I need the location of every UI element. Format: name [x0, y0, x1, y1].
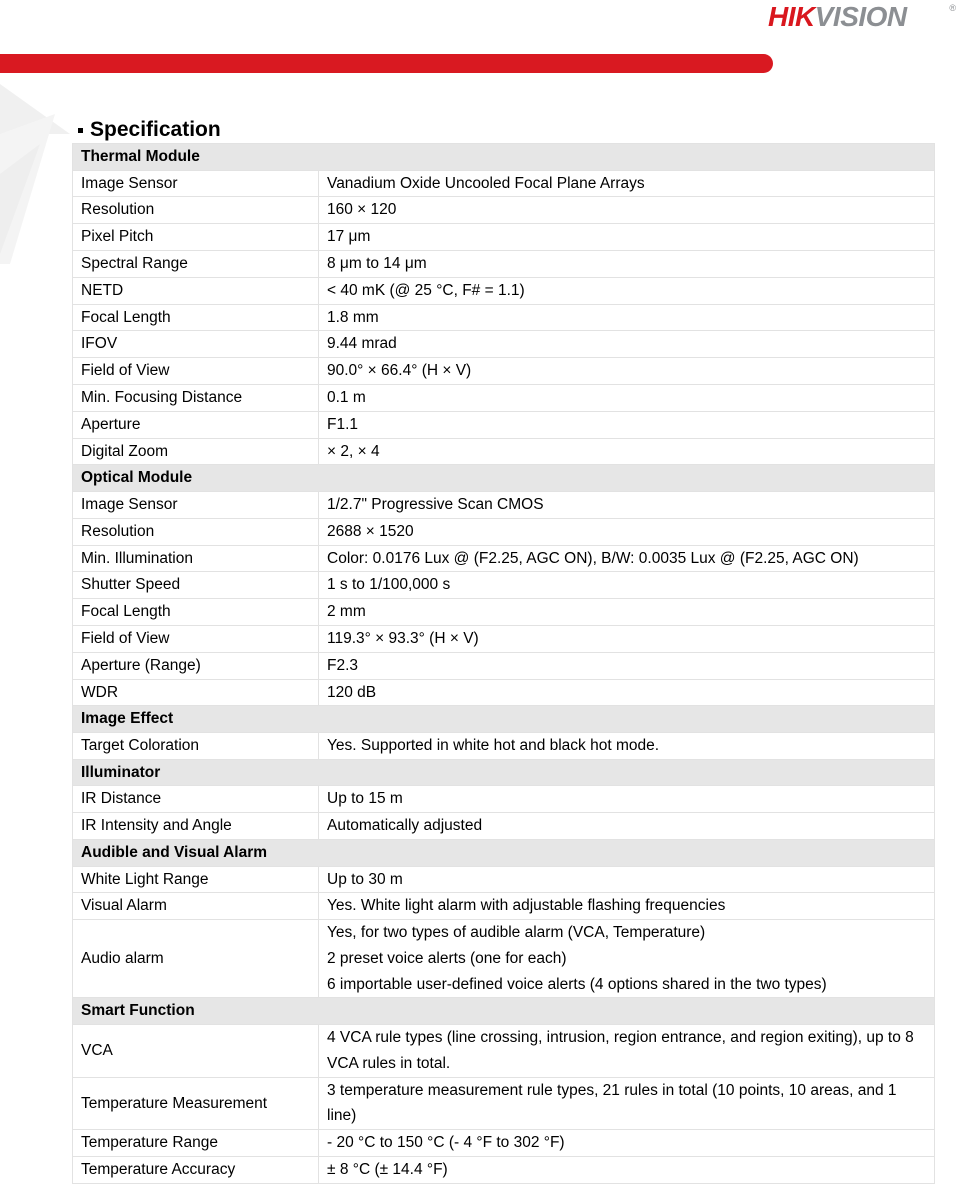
spec-value-line: line) — [327, 1107, 357, 1125]
spec-value-line: 1 s to 1/100,000 s — [327, 576, 451, 594]
spec-value — [319, 250, 935, 277]
spec-value-line: 90.0° × 66.4° (H × V) — [327, 362, 472, 380]
spec-row — [73, 170, 935, 197]
spec-row — [73, 1077, 935, 1130]
spec-value — [319, 599, 935, 626]
spec-value-line: 3 temperature measurement rule types, 21 rules in total (10 points, 10 areas, and 1 — [327, 1081, 897, 1099]
spec-label: Resolution — [73, 197, 319, 224]
spec-label: Digital Zoom — [73, 438, 319, 465]
spec-value-line: 2688 × 1520 — [327, 522, 414, 540]
spec-row — [73, 331, 935, 358]
spec-label: Min. Focusing Distance — [73, 384, 319, 411]
spec-row — [73, 786, 935, 813]
spec-value-line: 2 mm — [327, 603, 366, 621]
spec-value-line: 1.8 mm — [327, 308, 379, 326]
spec-row — [73, 652, 935, 679]
spec-row — [73, 1130, 935, 1157]
spec-label: Shutter Speed — [73, 572, 319, 599]
spec-row — [73, 491, 935, 518]
spec-value-line: 119.3° × 93.3° (H × V) — [327, 629, 479, 647]
section-header-row — [73, 465, 935, 492]
spec-label: Temperature Range — [73, 1130, 319, 1157]
spec-label: Spectral Range — [73, 250, 319, 277]
spec-label: WDR — [73, 679, 319, 706]
spec-row — [73, 732, 935, 759]
spec-value-line: VCA rules in total. — [327, 1054, 451, 1072]
spec-value — [319, 1130, 935, 1157]
spec-value-line: × 2, × 4 — [327, 442, 380, 460]
spec-value — [319, 893, 935, 920]
section-title: Thermal Module — [73, 144, 935, 171]
spec-value — [319, 813, 935, 840]
spec-value-line: 2 preset voice alerts (one for each) — [327, 949, 567, 967]
spec-row — [73, 866, 935, 893]
spec-value-line: Yes. Supported in white hot and black hot mode. — [327, 736, 660, 754]
section-title: Smart Function — [73, 998, 935, 1025]
hikvision-logo — [768, 2, 954, 32]
spec-row — [73, 679, 935, 706]
spec-value — [319, 1025, 935, 1078]
spec-row — [73, 277, 935, 304]
spec-value — [319, 786, 935, 813]
spec-value-line: 17 μm — [327, 228, 371, 246]
spec-row — [73, 411, 935, 438]
spec-value — [319, 411, 935, 438]
spec-label: Min. Illumination — [73, 545, 319, 572]
spec-row — [73, 572, 935, 599]
spec-label: Audio alarm — [73, 920, 319, 998]
spec-label: Pixel Pitch — [73, 224, 319, 251]
spec-value-line: 160 × 120 — [327, 201, 397, 219]
decorative-watermark-shape — [0, 74, 80, 274]
spec-value-line: 4 VCA rule types (line crossing, intrusion, region entrance, and region exiting), up to 8 — [327, 1029, 914, 1047]
spec-row — [73, 250, 935, 277]
spec-label: Focal Length — [73, 599, 319, 626]
spec-label: Image Sensor — [73, 170, 319, 197]
spec-value-line: Yes, for two types of audible alarm (VCA, Temperature) — [327, 924, 706, 942]
spec-value — [319, 545, 935, 572]
spec-value — [319, 358, 935, 385]
section-header-row — [73, 706, 935, 733]
spec-label: Resolution — [73, 518, 319, 545]
spec-row — [73, 438, 935, 465]
spec-value — [319, 679, 935, 706]
spec-row — [73, 813, 935, 840]
spec-row — [73, 358, 935, 385]
spec-label: Visual Alarm — [73, 893, 319, 920]
registered-mark: ® — [949, 3, 956, 13]
spec-row — [73, 1157, 935, 1184]
spec-value-line: 8 μm to 14 μm — [327, 254, 427, 272]
bullet-icon — [78, 128, 83, 133]
spec-value — [319, 331, 935, 358]
spec-row — [73, 1025, 935, 1078]
spec-value-line: Yes. White light alarm with adjustable flashing frequencies — [327, 897, 726, 915]
spec-value-line: - 20 °C to 150 °C (- 4 °F to 302 °F) — [327, 1134, 565, 1152]
spec-value-line: Vanadium Oxide Uncooled Focal Plane Arrays — [327, 174, 645, 192]
spec-label: Field of View — [73, 358, 319, 385]
spec-row — [73, 518, 935, 545]
spec-label: Aperture — [73, 411, 319, 438]
spec-label: NETD — [73, 277, 319, 304]
spec-value-line: 1/2.7" Progressive Scan CMOS — [327, 495, 544, 513]
spec-value — [319, 866, 935, 893]
spec-row — [73, 920, 935, 998]
spec-value-line: F2.3 — [327, 656, 359, 674]
spec-label: IFOV — [73, 331, 319, 358]
header-red-bar — [0, 54, 773, 73]
spec-value — [319, 384, 935, 411]
spec-value-line: Color: 0.0176 Lux @ (F2.25, AGC ON), B/W: 0.0035 Lux @ (F2.25, AGC ON) — [327, 549, 859, 567]
spec-label: Focal Length — [73, 304, 319, 331]
spec-value-line: Up to 15 m — [327, 790, 403, 808]
spec-label: White Light Range — [73, 866, 319, 893]
spec-label: Temperature Measurement — [73, 1077, 319, 1130]
spec-row — [73, 545, 935, 572]
spec-row — [73, 384, 935, 411]
spec-label: IR Distance — [73, 786, 319, 813]
spec-label: IR Intensity and Angle — [73, 813, 319, 840]
section-header-row — [73, 839, 935, 866]
spec-label: Temperature Accuracy — [73, 1157, 319, 1184]
spec-value — [319, 518, 935, 545]
logo-wordmark: HIKVISION — [768, 1, 907, 32]
spec-table — [72, 143, 935, 1184]
spec-row — [73, 224, 935, 251]
spec-value-line: 0.1 m — [327, 388, 366, 406]
spec-label: Aperture (Range) — [73, 652, 319, 679]
spec-value — [319, 920, 935, 998]
spec-row — [73, 304, 935, 331]
spec-value-line: 6 importable user-defined voice alerts (4 options shared in the two types) — [327, 975, 827, 993]
spec-value — [319, 572, 935, 599]
spec-row — [73, 893, 935, 920]
section-title: Image Effect — [73, 706, 935, 733]
section-header-row — [73, 144, 935, 171]
spec-value — [319, 277, 935, 304]
section-header-row — [73, 998, 935, 1025]
spec-value — [319, 652, 935, 679]
spec-value — [319, 438, 935, 465]
spec-value-line: 9.44 mrad — [327, 335, 397, 353]
spec-value — [319, 224, 935, 251]
spec-value — [319, 1157, 935, 1184]
section-title: Optical Module — [73, 465, 935, 492]
spec-label: Field of View — [73, 625, 319, 652]
section-header-row — [73, 759, 935, 786]
section-title: Audible and Visual Alarm — [73, 839, 935, 866]
section-title: Illuminator — [73, 759, 935, 786]
spec-value — [319, 304, 935, 331]
spec-value — [319, 491, 935, 518]
spec-value-line: F1.1 — [327, 415, 359, 433]
spec-row — [73, 197, 935, 224]
spec-value-line: ± 8 °C (± 14.4 °F) — [327, 1161, 448, 1179]
spec-label: Target Coloration — [73, 732, 319, 759]
spec-label: VCA — [73, 1025, 319, 1078]
spec-value — [319, 197, 935, 224]
spec-value-line: < 40 mK (@ 25 °C, F# = 1.1) — [327, 281, 525, 299]
spec-label: Image Sensor — [73, 491, 319, 518]
spec-value — [319, 170, 935, 197]
spec-value — [319, 1077, 935, 1130]
spec-value-line: Automatically adjusted — [327, 817, 483, 835]
spec-value — [319, 732, 935, 759]
spec-row — [73, 599, 935, 626]
spec-row — [73, 625, 935, 652]
spec-value-line: 120 dB — [327, 683, 377, 701]
spec-value-line: Up to 30 m — [327, 870, 403, 888]
section-heading — [76, 116, 221, 144]
page-title: Specification — [90, 118, 221, 141]
spec-value — [319, 625, 935, 652]
